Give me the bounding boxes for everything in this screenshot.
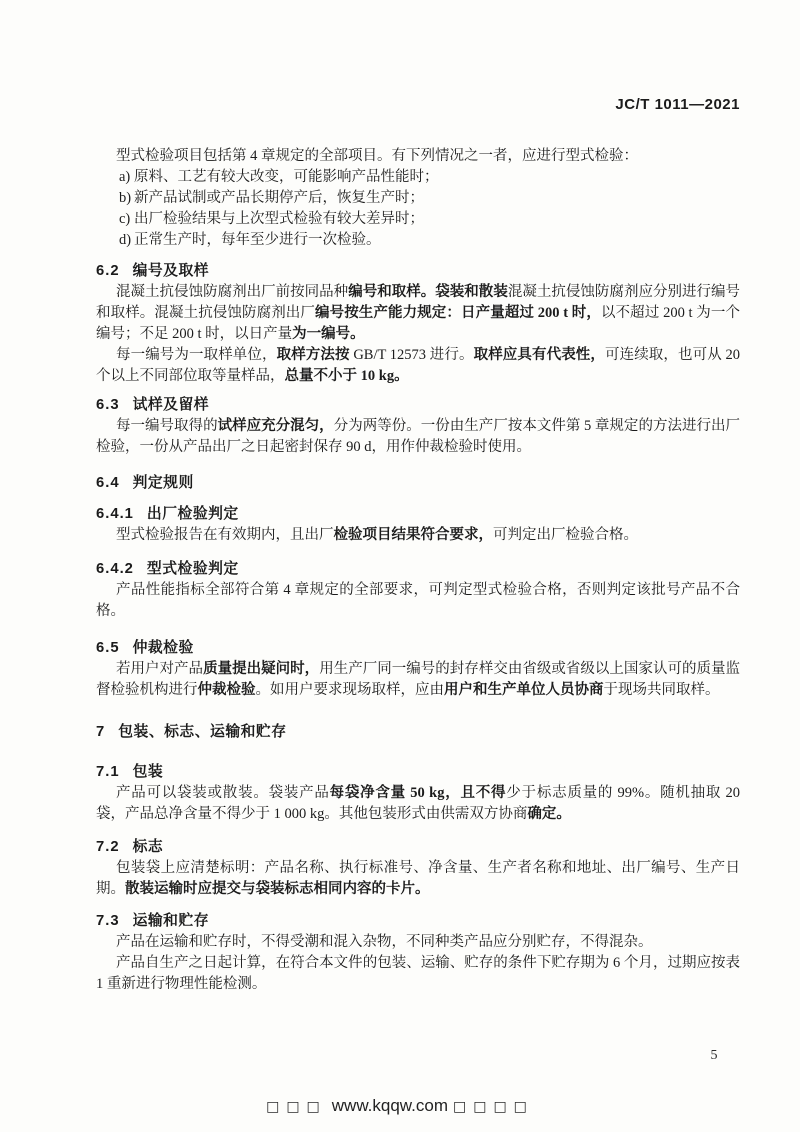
- list-item-label: b): [119, 190, 132, 206]
- heading-number: 7.2: [96, 839, 120, 855]
- paragraph-6-2-2: 每一编号为一取样单位，取样方法按 GB/T 12573 进行。取样应具有代表性，可连续取，也可从 20 个以上不同部位取等量样品，总量不小于 10 kg。: [96, 347, 741, 384]
- heading-title: 运输和贮存: [132, 913, 210, 929]
- heading-number: 7.1: [96, 764, 120, 780]
- heading-title: 编号及取样: [132, 263, 210, 279]
- heading-title: 仲裁检验: [132, 640, 194, 656]
- heading-title: 包装: [132, 764, 164, 780]
- section-heading-7-1: [96, 762, 740, 783]
- heading-title: 标志: [132, 839, 164, 855]
- section-heading-6-4-2: [96, 559, 740, 580]
- section-heading-6-4: [96, 473, 740, 494]
- paragraph-7-2: 包装袋上应清楚标明：产品名称、执行标准号、净含量、生产者名称和地址、出厂编号、生产日期。散装运输时应提交与袋装标志相同内容的卡片。: [96, 860, 740, 897]
- heading-title: 判定规则: [132, 475, 194, 491]
- list-item-d: [96, 230, 740, 251]
- heading-number: 6.3: [96, 397, 120, 413]
- paragraph-7-1: 产品可以袋装或散装。袋装产品每袋净含量 50 kg，且不得少于标志质量的 99%。随机抽取 20 袋，产品总净含量不得少于 1 000 kg。其他包装形式由供需双方协商确定。: [96, 785, 741, 822]
- heading-title: 型式检验判定: [146, 561, 239, 577]
- paragraph-6-4-1: 型式检验报告在有效期内，且出厂检验项目结果符合要求，可判定出厂检验合格。: [116, 527, 638, 543]
- heading-number: 6.4: [96, 475, 120, 491]
- standard-code: JC/T 1011—2021: [615, 96, 740, 113]
- heading-number: 6.4.2: [96, 561, 134, 577]
- heading-number: 6.5: [96, 640, 120, 656]
- heading-number: 6.2: [96, 263, 120, 279]
- heading-number: 7.3: [96, 913, 120, 929]
- paragraph-7-3-2: 产品自生产之日起计算，在符合本文件的包装、运输、贮存的条件下贮存期为 6 个月，过期应按表 1 重新进行物理性能检测。: [96, 955, 740, 992]
- paragraph-6-2-1: 混凝土抗侵蚀防腐剂出厂前按同品种编号和取样。袋装和散装混凝土抗侵蚀防腐剂应分别进行编号和取样。混凝土抗侵蚀防腐剂出厂编号按生产能力规定：日产量超过 200 t 时，以不超过 200 t 为一个编号；不足 200 t 时，以日产量为一编号。: [96, 284, 741, 342]
- paragraph-7-3-1: 产品在运输和贮存时，不得受潮和混入杂物，不同种类产品应分别贮存，不得混杂。: [116, 934, 653, 950]
- heading-number: 7: [96, 724, 106, 740]
- section-heading-7-2: [96, 837, 740, 858]
- list-item-c: [96, 209, 740, 230]
- section-heading-6-4-1: [96, 504, 740, 525]
- list-item-b: [96, 188, 740, 209]
- type-inspection-condition-list: [96, 167, 740, 251]
- page-header: [96, 96, 740, 113]
- heading-title: 出厂检验判定: [146, 506, 239, 522]
- heading-title: 试样及留样: [132, 397, 210, 413]
- section-heading-6-3: [96, 395, 740, 416]
- document-body: [96, 146, 740, 995]
- list-item-text: 正常生产时，每年至少进行一次检验。: [134, 232, 381, 248]
- footer-watermark: [0, 1096, 800, 1116]
- list-item-text: 出厂检验结果与上次型式检验有较大差异时；: [134, 211, 424, 227]
- section-heading-6-2: [96, 261, 740, 282]
- section-heading-7-3: [96, 911, 740, 932]
- watermark-url: www.kqqw.com: [331, 1096, 448, 1115]
- list-item-text: 原料、工艺有较大改变，可能影响产品性能时；: [134, 169, 439, 185]
- heading-number: 6.4.1: [96, 506, 134, 522]
- list-item-text: 新产品试制或产品长期停产后，恢复生产时；: [134, 190, 424, 206]
- page-number: 5: [710, 1048, 718, 1063]
- list-item-label: d): [119, 232, 132, 248]
- watermark-boxes-right: □□□□: [452, 1099, 534, 1115]
- list-item-label: a): [119, 169, 131, 185]
- paragraph-6-5: 若用户对产品质量提出疑问时，用生产厂同一编号的封存样交由省级或省级以上国家认可的质量监督检验机构进行仲裁检验。如用户要求现场取样，应由用户和生产单位人员协商于现场共同取样。: [96, 661, 741, 698]
- intro-paragraph: 型式检验项目包括第 4 章规定的全部项目。有下列情况之一者，应进行型式检验：: [116, 148, 638, 164]
- section-heading-6-5: [96, 638, 740, 659]
- list-item-a: [96, 167, 740, 188]
- chapter-heading-7: [96, 722, 740, 743]
- paragraph-6-4-2: 产品性能指标全部符合第 4 章规定的全部要求，可判定型式检验合格，否则判定该批号产品不合格。: [96, 582, 740, 619]
- paragraph-6-3: 每一编号取得的试样应充分混匀，分为两等份。一份由生产厂按本文件第 5 章规定的方法进行出厂检验，一份从产品出厂之日起密封保存 90 d，用作仲裁检验时使用。: [96, 418, 741, 455]
- heading-title: 包装、标志、运输和贮存: [118, 724, 287, 740]
- list-item-label: c): [119, 211, 131, 227]
- watermark-boxes-left: □□□: [266, 1099, 327, 1115]
